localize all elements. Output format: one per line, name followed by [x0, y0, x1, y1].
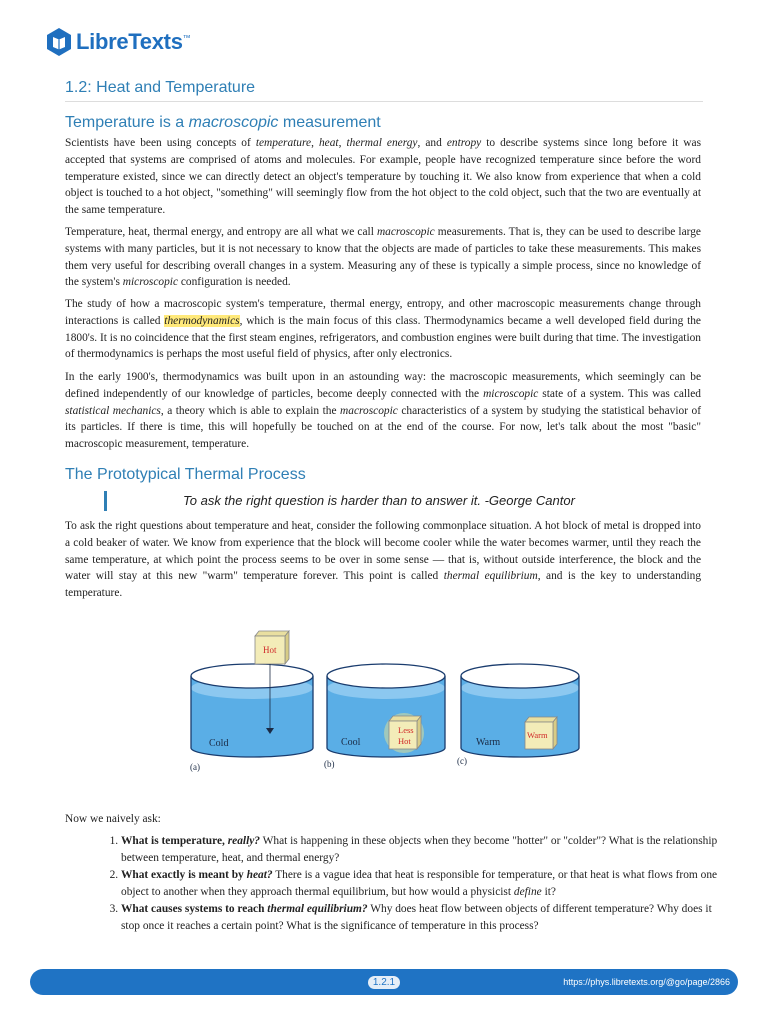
- paragraph-intro: Scientists have been using concepts of temperature, heat, thermal energy, and entropy to describe systems since long before it was accepted that systems are comprised of atoms and molecules. For example, people have recognized temperature since before the word temperature existed, since we can directly detect an object's temperature by touching it. We also know from experience that when a cold object is touched to a hot object, "something" will seemingly flow from the hot object to the cold object, such that the two are eventually at the same temperature.: [65, 137, 702, 217]
- beaker-warm: [461, 664, 579, 757]
- label-a: (a): [190, 762, 200, 772]
- beaker-cold: [191, 664, 313, 757]
- question-list: [104, 833, 721, 935]
- title-divider: [65, 101, 703, 102]
- section-heading-thermal-process: The Prototypical Thermal Process: [65, 466, 306, 483]
- hot-block: [255, 631, 289, 664]
- label-b: (b): [324, 759, 335, 769]
- page-title: 1.2: Heat and Temperature: [65, 79, 256, 96]
- quote-bar: [104, 491, 107, 511]
- label-less: Less: [398, 725, 414, 735]
- logo-text: LibreTexts™: [76, 29, 191, 54]
- label-c: (c): [457, 756, 467, 766]
- list-item: 1. What is temperature, really? What is happening in these objects when they become "hotter" or "colder"? What is the relationship between temperature, heat, and thermal energy?: [121, 833, 721, 867]
- beaker-cool: [327, 664, 445, 757]
- label-cool: Cool: [341, 737, 361, 748]
- paragraph-thermodynamics: The study of how a macroscopic system's temperature, thermal energy, entropy, and other macroscopic measurements change through interactions is called thermodynamics, which is the main focus of this class. Thermodynamics became a well developed field during the 1800's. It is no coincidence that the first steam engines, refrigerators, and combustion engines were built during that time. The investigation of thermodynamics is perhaps the most useful field of physics, after only electronics.: [65, 298, 701, 361]
- label-hot: Hot: [263, 645, 277, 655]
- ask-line: Now we naively ask:: [65, 813, 161, 825]
- page-url-link[interactable]: https://phys.libretexts.org/@go/page/2866: [563, 977, 730, 987]
- paragraph-statistical-mechanics: In the early 1900's, thermodynamics was built upon in an astounding way: the macroscopic measurements, which seemingly can be defined independently of our knowledge of particles, become deeply connected with the microscopic state of a system. This was called statistical mechanics, a theory which is able to explain the macroscopic characteristics of a system by studying the statistical behavior of its particles. If there is time, this will hopefully be touched on at the end of the course. For now, let's talk about the most "basic" macroscopic measurement, temperature.: [65, 371, 702, 451]
- libretexts-logo[interactable]: [46, 27, 190, 57]
- paragraph-thermal-process: To ask the right questions about temperature and heat, consider the following commonplace situation. A hot block of metal is dropped into a cold beaker of water. We know from experience that the block will become cooler while the water becomes warmer, until they reach the same temperature, at which point the process seems to be over in some sense — that is, without outside interference, the block and the water will stay at this new "warm" temperature forever. This point is called thermal equilibrium, and is the key to understanding temperature.: [65, 520, 702, 600]
- list-item: 3. What causes systems to reach thermal equilibrium? Why does heat flow between objects of different temperature? Why does it stop once it reaches a certain point? What is the significance of temperature in this process?: [121, 901, 721, 935]
- label-less-hot: Hot: [398, 736, 411, 746]
- section-heading-temperature: Temperature is a macroscopic measurement: [65, 114, 381, 131]
- label-warm-water: Warm: [476, 737, 501, 748]
- page-number: 1.2.1: [368, 976, 400, 989]
- quote-text: To ask the right question is harder than to answer it. -George Cantor: [183, 493, 575, 508]
- list-item: 2. What exactly is meant by heat? There is a vague idea that heat is responsible for temperature, or that heat is what flows from one object to another when they approach thermal equilibrium, but how would a physicist define it?: [121, 867, 721, 901]
- paragraph-macroscopic: Temperature, heat, thermal energy, and entropy are all what we call macroscopic measurements. That is, they can be used to describe large systems with many particles, but it is not necessary to know that the objects are made of particles to take these measurements. This makes them very useful for describing overall changes in a system. Measuring any of these is typically a simple process, since no knowledge of the system's microscopic configuration is needed.: [65, 226, 701, 289]
- label-warm-block: Warm: [527, 730, 548, 740]
- libretexts-logo-icon: [46, 27, 72, 57]
- thermal-process-figure: [185, 626, 585, 776]
- label-cold: Cold: [209, 738, 229, 749]
